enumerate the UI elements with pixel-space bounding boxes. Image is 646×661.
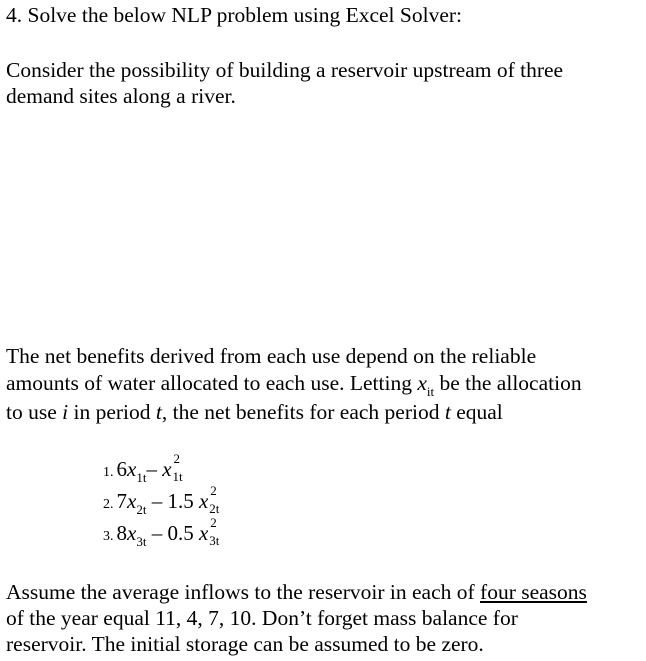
benefits-line-3-text-c: , the net benefits for each period [161, 400, 445, 424]
equation-3 [103, 515, 224, 549]
equation-3-var2: x [198, 521, 209, 545]
equation-2-number: 2. [103, 497, 114, 512]
equation-2-sub2: 2t [209, 501, 220, 516]
equation-1-sub2: 1t [172, 469, 183, 484]
four-seasons-underlined: four seasons [480, 580, 587, 604]
equation-2-sub: 2t [136, 502, 147, 517]
equation-2-coef2: 1.5 [167, 489, 199, 513]
benefits-line-3-text-d: equal [450, 400, 503, 424]
allocation-variable: x [417, 371, 427, 395]
benefits-line-3-text-b: in period [68, 400, 156, 424]
equation-3-coef2: 0.5 [167, 521, 199, 545]
equation-1-op: – [146, 457, 163, 481]
benefits-line-2 [6, 371, 582, 399]
equation-1 [103, 451, 188, 485]
equation-2-op: – [146, 489, 168, 513]
equation-3-var: x [127, 521, 137, 545]
equation-2-coef: 7 [116, 489, 127, 513]
equation-1-coef: 6 [116, 457, 127, 481]
equation-2-exponent: 2 [210, 483, 217, 498]
closing-line-2: of the year equal 11, 4, 7, 10. Don’t forget mass balance for [6, 606, 518, 630]
equation-2-var: x [127, 489, 137, 513]
intro-line-1: Consider the possibility of building a reservoir upstream of three [6, 58, 564, 82]
benefits-line-3 [6, 400, 503, 424]
problem-heading: 4. Solve the below NLP problem using Excel Solver: [6, 3, 463, 27]
equation-1-var2: x [162, 457, 172, 481]
equation-1-number: 1. [103, 465, 114, 480]
equation-3-sub2: 3t [209, 533, 220, 548]
closing-line-1 [6, 580, 587, 604]
equation-2 [103, 483, 224, 517]
equation-3-coef: 8 [116, 521, 127, 545]
equation-2-var2: x [198, 489, 209, 513]
allocation-variable-subscript: it [426, 384, 435, 399]
equation-3-number: 3. [103, 529, 114, 544]
equation-1-var: x [127, 457, 137, 481]
closing-line-3: reservoir. The initial storage can be assumed to be zero. [6, 632, 484, 656]
period-variable: t [155, 400, 162, 424]
benefits-line-2-text-a: amounts of water allocated to each use. Letting [6, 371, 418, 395]
period-variable-2: t [444, 400, 451, 424]
closing-line-1-text: Assume the average inflows to the reservoir in each of [6, 580, 481, 604]
intro-line-2: demand sites along a river. [6, 84, 236, 108]
equation-1-sub: 1t [136, 470, 147, 485]
equation-3-sub: 3t [136, 534, 147, 549]
benefits-line-3-text-a: to use [6, 400, 63, 424]
equation-3-exponent: 2 [210, 515, 217, 530]
equation-3-op: – [146, 521, 168, 545]
benefits-line-1: The net benefits derived from each use depend on the reliable [6, 344, 537, 368]
benefits-line-2-text-b: be the allocation [434, 371, 582, 395]
use-index-variable: i [62, 400, 69, 424]
equation-1-exponent: 2 [173, 451, 181, 466]
